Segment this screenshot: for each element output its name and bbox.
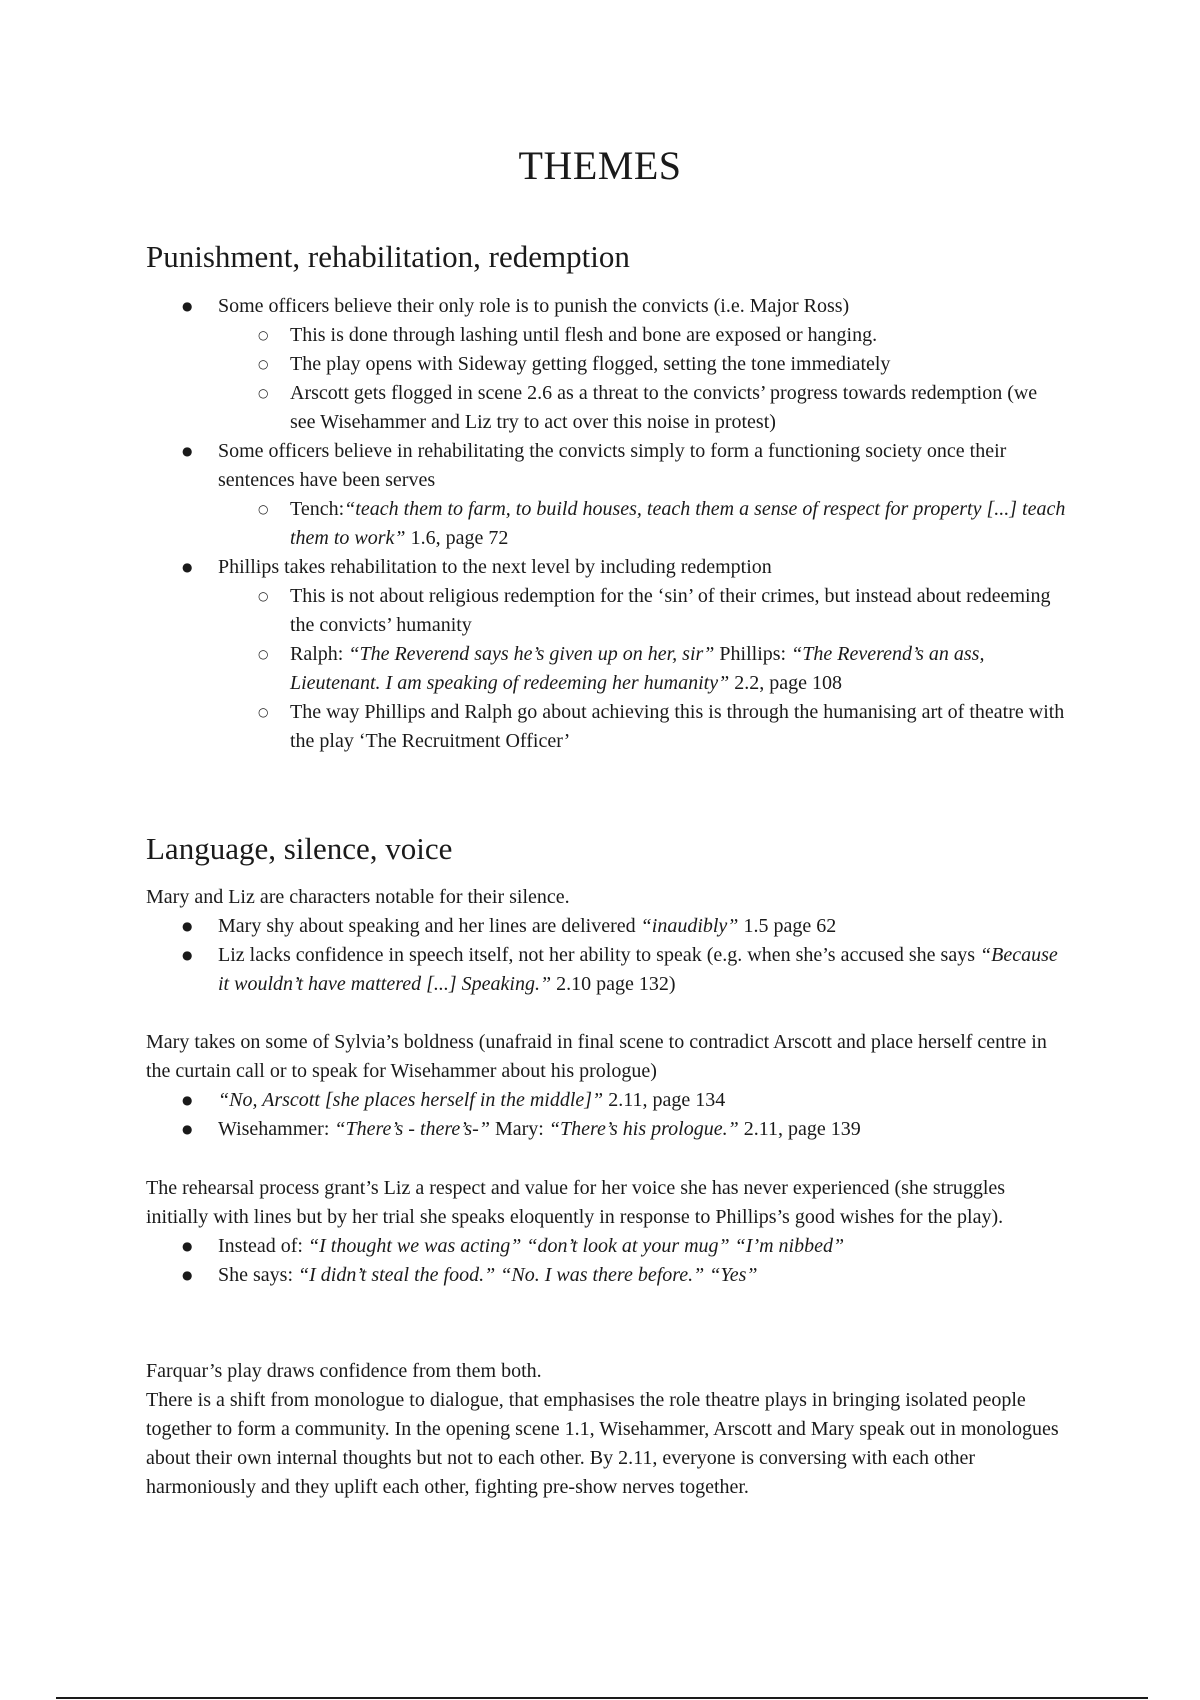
quote: “Because it wouldn’t have mattered [...] Speaking.” <box>218 944 1058 995</box>
quote: “The Reverend says he’s given up on her, sir” <box>348 643 715 665</box>
quote: “The Reverend’s an ass, Lieutenant. I am speaking of redeeming her humanity” <box>290 643 985 694</box>
paragraph: Mary takes on some of Sylvia’s boldness (unafraid in final scene to contradict Arscott and place herself centre in the curtain call or to speak for Wisehammer about his prologue) <box>146 1031 1047 1082</box>
section-language-block-1 <box>146 883 1066 999</box>
quote: “I didn’t steal the food.” “No. I was there before.” “Yes” <box>298 1264 758 1286</box>
reference: 1.6, page 72 <box>405 527 509 549</box>
section-heading-punishment: Punishment, rehabilitation, redemption <box>146 239 630 274</box>
quote: “teach them to farm, to build houses, teach them a sense of respect for property [...] teach them to work” <box>290 498 1066 549</box>
speaker-label: Mary: <box>489 1118 549 1140</box>
list-item <box>146 437 1066 553</box>
reference: 2.2, page 108 <box>729 672 842 694</box>
sub-list-item <box>218 640 1066 698</box>
quote: “There’s - there’s-” <box>334 1118 490 1140</box>
list-item <box>146 292 1066 437</box>
sub-bullet-text: Arscott gets flogged in scene 2.6 as a threat to the convicts’ progress towards redemption (we see Wisehammer and Liz try to act over this noise in protest) <box>290 382 1038 433</box>
quote: “inaudibly” <box>640 915 739 937</box>
page-title: THEMES <box>518 143 682 188</box>
list-item <box>146 1115 1066 1144</box>
list-item <box>146 1086 1066 1115</box>
quote: “There’s his prologue.” <box>548 1118 739 1140</box>
list-item <box>146 1232 1066 1261</box>
section-language-block-2 <box>146 1028 1066 1144</box>
list-item <box>146 553 1066 756</box>
speaker-label: Ralph: <box>290 643 349 665</box>
list-item <box>146 941 1066 999</box>
bullet-text: Instead of: <box>218 1235 308 1257</box>
bullet-text: She says: <box>218 1264 298 1286</box>
list-item <box>146 1261 1066 1290</box>
bullet-text: Liz lacks confidence in speech itself, not her ability to speak (e.g. when she’s accused she says <box>218 944 980 966</box>
reference: 1.5 page 62 <box>738 915 837 937</box>
bullet-text: Some officers believe in rehabilitating the convicts simply to form a functioning society once their sentences have been serves <box>218 440 1007 491</box>
list-item <box>146 912 1066 941</box>
paragraph: There is a shift from monologue to dialogue, that emphasises the role theatre plays in bringing isolated people together to form a community. In the opening scene 1.1, Wisehammer, Arscott and Mary speak out in monologues about their own internal thoughts but not to each other. By 2.11, everyone is conversing with each other harmoniously and they uplift each other, fighting pre-show nerves together. <box>146 1389 1059 1498</box>
sub-list-item <box>218 321 1066 350</box>
bullet-text: Mary shy about speaking and her lines are delivered <box>218 915 641 937</box>
speaker-label: Wisehammer: <box>218 1118 335 1140</box>
speaker-label: Phillips: <box>714 643 792 665</box>
paragraph: The rehearsal process grant’s Liz a respect and value for her voice she has never experienced (she struggles initially with lines but by her trial she speaks eloquently in response to Phillips’s good wishes for the play). <box>146 1177 1006 1228</box>
reference: 2.11, page 139 <box>738 1118 861 1140</box>
section-heading-language: Language, silence, voice <box>146 831 453 866</box>
reference: 2.10 page 132) <box>551 973 676 995</box>
reference: 2.11, page 134 <box>603 1089 726 1111</box>
speaker-label: Tench: <box>290 498 345 520</box>
paragraph: Mary and Liz are characters notable for their silence. <box>146 886 570 908</box>
paragraph: Farquar’s play draws confidence from them both. <box>146 1360 542 1382</box>
sub-bullet-text: This is not about religious redemption for the ‘sin’ of their crimes, but instead about redeeming the convicts’ humanity <box>290 585 1051 636</box>
section-language-block-3 <box>146 1174 1066 1290</box>
bullet-text: Phillips takes rehabilitation to the next level by including redemption <box>218 556 772 578</box>
quote: “No, Arscott [she places herself in the middle]” <box>218 1089 604 1111</box>
section-language-block-4 <box>146 1357 1066 1502</box>
footer-divider <box>56 1697 1148 1699</box>
sub-list-item <box>218 495 1066 553</box>
section-punishment-list <box>146 292 1066 756</box>
sub-bullet-text: The play opens with Sideway getting flogged, setting the tone immediately <box>290 353 891 375</box>
quote: “I thought we was acting” “don’t look at your mug” “I’m nibbed” <box>307 1235 845 1257</box>
sub-list-item <box>218 582 1066 640</box>
sub-bullet-text: The way Phillips and Ralph go about achieving this is through the humanising art of theatre with the play ‘The Recruitment Officer’ <box>290 701 1065 752</box>
sub-bullet-text: This is done through lashing until flesh and bone are exposed or hanging. <box>290 324 878 346</box>
sub-list-item <box>218 379 1066 437</box>
bullet-text: Some officers believe their only role is to punish the convicts (i.e. Major Ross) <box>218 295 850 317</box>
sub-list-item <box>218 698 1066 756</box>
sub-list-item <box>218 350 1066 379</box>
